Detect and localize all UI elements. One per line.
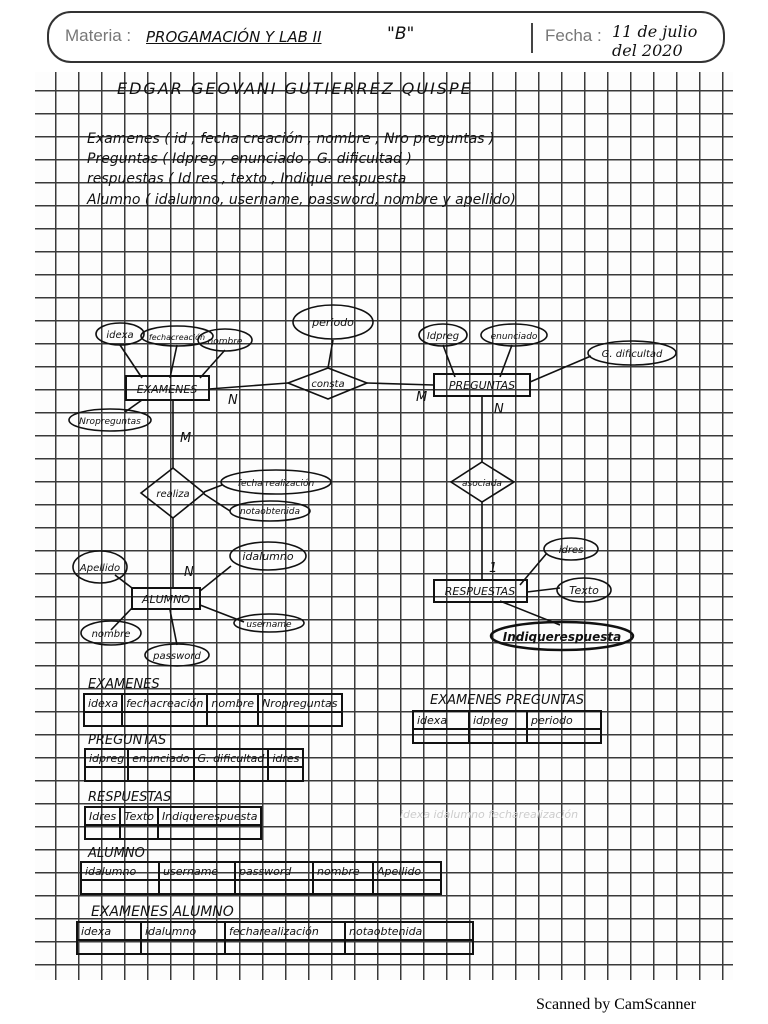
attr-fechacreacion: fechacreación (148, 333, 206, 342)
table-cell: nombre (207, 694, 258, 712)
table-title-examenes-preguntas: EXAMENES PREGUNTAS (430, 693, 585, 708)
table-cell: Indiquerespuesta (158, 807, 262, 825)
entity-examenes: EXAMENES (136, 383, 198, 396)
attr-idalumno: idalumno (242, 550, 294, 563)
student-name: EDGAR GEOVANI GUTIERREZ QUISPE (117, 79, 473, 98)
attr-password: password (153, 651, 201, 662)
table-cell: Apellido (373, 862, 441, 880)
table-cell: idres (268, 749, 303, 767)
materia-label: Materia : (65, 26, 132, 45)
relationship-asociada: asociada (462, 479, 502, 489)
table-cell: fecharealización (225, 922, 345, 940)
table-title-respuestas: RESPUESTAS (88, 790, 172, 805)
table-title-examenes: EXAMENES (88, 677, 160, 692)
attr-idres: idres (558, 545, 584, 556)
cardinality-consta-preguntas: M (416, 390, 428, 405)
schema-line-examenes: Examenes ( id , fecha creación , nombre , Nro preguntas ) (87, 131, 495, 147)
scanner-watermark: Scanned by CamScanner (536, 996, 696, 1013)
attr-idexa: idexa (106, 330, 134, 341)
attr-notaobtenida: notaobtenida (240, 507, 300, 517)
attr-indiquerespuesta: Indiquerespuesta (502, 630, 622, 644)
attr-nropreguntas: Nropreguntas (79, 417, 141, 427)
table-cell: password (235, 862, 313, 880)
entity-respuestas: RESPUESTAS (444, 585, 516, 598)
attr-dificultad: G. dificultad (601, 349, 663, 360)
table-cell: notaobtenida (345, 922, 473, 940)
table-cell: enunciado (128, 749, 193, 767)
table-cell: Idres (85, 807, 120, 825)
table-cell: idexa (413, 711, 469, 729)
table-cell: Texto (120, 807, 158, 825)
table-preguntas (84, 748, 304, 782)
cardinality-examenes-realiza: M (180, 431, 192, 446)
table-examenes-preguntas (412, 710, 602, 744)
table-title-alumno: ALUMNO (88, 846, 145, 861)
table-examenes-alumno (76, 921, 474, 955)
table-examenes (83, 693, 343, 727)
cardinality-asociada-respuestas: 1 (489, 561, 498, 576)
table-cell: idexa (84, 694, 122, 712)
table-cell: periodo (527, 711, 601, 729)
cardinality-realiza-alumno: N (184, 565, 194, 580)
attr-texto: Texto (569, 584, 599, 597)
table-cell: G. dificultad (194, 749, 269, 767)
schema-line-alumno: Alumno ( idalumno, username, password, nombre y apellido) (87, 192, 516, 208)
fecha-label: Fecha : (545, 26, 602, 45)
table-cell: idpreg (469, 711, 527, 729)
attr-nombre-alumno: nombre (91, 629, 131, 640)
schema-line-respuestas: respuestas ( Id res , texto , Indique respuesta (87, 171, 407, 187)
relationship-consta: consta (311, 379, 345, 390)
table-cell: Nropreguntas (258, 694, 341, 712)
table-cell: nombre (313, 862, 373, 880)
materia-section: "B" (387, 24, 415, 44)
table-cell: idalumno (141, 922, 225, 940)
entity-preguntas: PREGUNTAS (448, 379, 516, 392)
entity-alumno: ALUMNO (141, 593, 191, 606)
attr-enunciado: enunciado (490, 332, 538, 342)
faint-bleed-text: idexa idalumno fecharealización (400, 808, 579, 821)
schema-line-preguntas: Preguntas ( Idpreg , enunciado , G. dificultad ) (87, 151, 412, 167)
table-title-examenes-alumno: EXAMENES ALUMNO (91, 904, 234, 920)
materia-value: PROGAMACIÓN Y LAB II (146, 28, 322, 46)
attr-username: username (246, 620, 292, 630)
table-title-preguntas: PREGUNTAS (88, 733, 167, 748)
table-cell: idalumno (81, 862, 159, 880)
attr-fecha-realizacion: fecha realización (237, 479, 315, 489)
relationship-realiza: realiza (156, 489, 190, 500)
fecha-value: 11 de julio del 2020 (612, 22, 698, 60)
table-respuestas (84, 806, 262, 840)
attr-idpreg: Idpreg (426, 331, 460, 342)
attr-periodo: periodo (312, 316, 354, 329)
attr-nombre-examen: nombre (207, 337, 243, 347)
table-cell: idexa (77, 922, 141, 940)
cardinality-examenes-consta: N (228, 393, 238, 408)
cardinality-preguntas-asociada: N (494, 402, 504, 417)
table-cell: fechacreación (122, 694, 207, 712)
attr-apellido: Apellido (79, 563, 121, 574)
table-cell: username (159, 862, 235, 880)
table-alumno (80, 861, 442, 895)
table-cell: idpreg (85, 749, 128, 767)
